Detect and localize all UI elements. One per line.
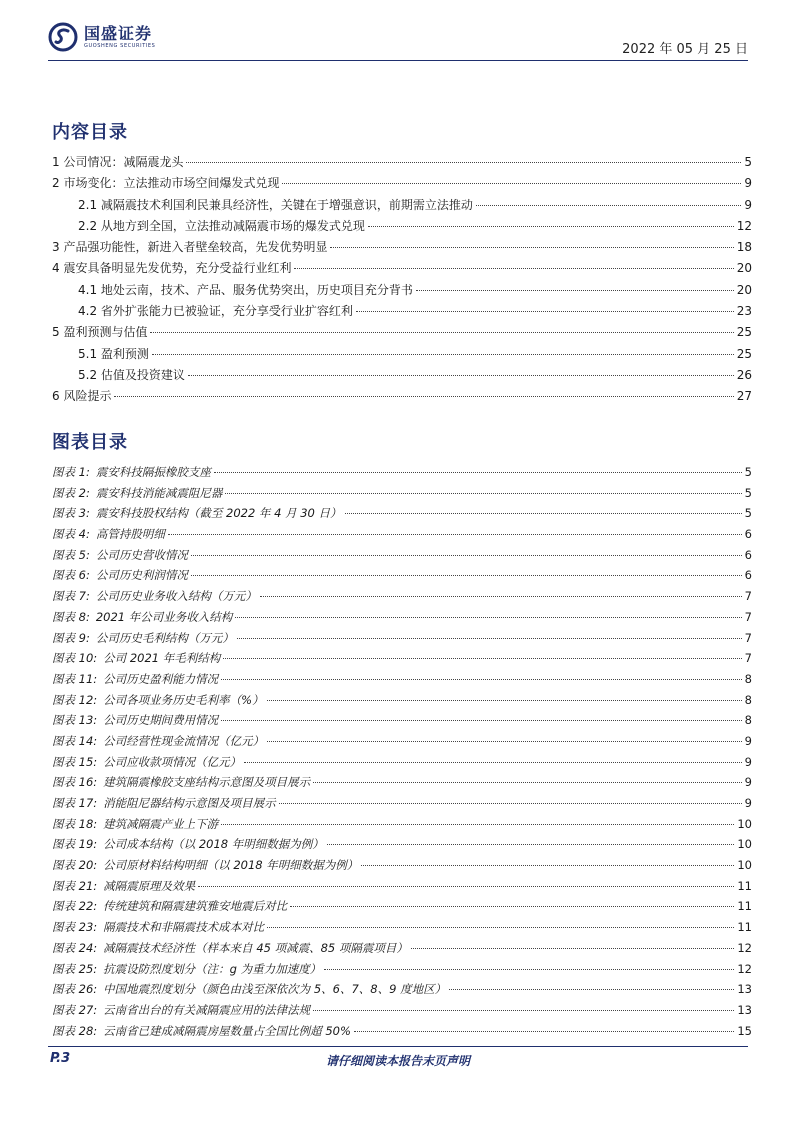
- figure-entry[interactable]: [52, 938, 752, 959]
- figure-label: 图表 26:: [52, 982, 98, 997]
- figure-entry[interactable]: [52, 1021, 752, 1042]
- figure-label: 图表 5:: [52, 547, 90, 562]
- toc-entry-text: 5.2 估值及投资建议: [78, 367, 185, 382]
- figure-title: 震安科技股权结构（截至 2022 年 4 月 30 日）: [95, 506, 342, 521]
- toc-entry[interactable]: [52, 173, 752, 194]
- figure-title: 建筑隔震橡胶支座结构示意图及项目展示: [103, 775, 311, 790]
- toc-entry-text: 2.1 减隔震技术利国利民兼具经济性，关键在于增强意识，前期需立法推动: [78, 197, 473, 212]
- figure-title: 2021 年公司业务收入结构: [95, 609, 233, 624]
- figure-title: 云南省出台的有关减隔震应用的法律法规: [103, 1002, 311, 1017]
- figure-page: 5: [744, 506, 752, 521]
- figure-label: 图表 23:: [52, 920, 98, 935]
- figure-page: 8: [744, 671, 752, 686]
- toc-entry-text: 2.2 从地方到全国，立法推动减隔震市场的爆发式兑现: [78, 218, 365, 233]
- toc-list: [52, 152, 752, 408]
- figure-label: 图表 9:: [52, 630, 90, 645]
- leader-dots: [290, 906, 734, 907]
- figure-page: 7: [744, 651, 752, 666]
- leader-dots: [449, 989, 734, 990]
- leader-dots: [313, 782, 742, 783]
- figure-title: 高管持股明细: [95, 527, 165, 542]
- figure-entry[interactable]: [52, 896, 752, 917]
- leader-dots: [327, 844, 735, 845]
- figure-page: 11: [737, 899, 752, 914]
- toc-entry-page: 5: [744, 155, 752, 169]
- figure-title: 公司历史利润情况: [95, 568, 188, 583]
- toc-entry-text: 4 震安具备明显先发优势，充分受益行业红利: [52, 261, 292, 276]
- figure-label: 图表 6:: [52, 568, 90, 583]
- toc-entry-page: 18: [736, 240, 752, 255]
- figure-title: 公司历史营收情况: [95, 547, 188, 562]
- leader-dots: [279, 803, 742, 804]
- figure-entry[interactable]: [52, 772, 752, 793]
- figure-label: 图表 2:: [52, 485, 90, 500]
- figures-title: 图表目录: [52, 432, 128, 453]
- figure-title: 公司成本结构（以 2018 年明细数据为例）: [103, 837, 324, 852]
- figure-entry[interactable]: [52, 462, 752, 483]
- figure-entry[interactable]: [52, 855, 752, 876]
- figure-entry[interactable]: [52, 752, 752, 773]
- leader-dots: [294, 268, 733, 269]
- toc-entry[interactable]: [52, 386, 752, 407]
- toc-entry-text: 3 产品强功能性，新进入者壁垒较高，先发优势明显: [52, 240, 328, 255]
- figure-title: 抗震设防烈度划分（注：g 为重力加速度）: [103, 961, 322, 976]
- figure-page: 7: [744, 630, 752, 645]
- figure-entry[interactable]: [52, 483, 752, 504]
- figure-label: 图表 15:: [52, 754, 98, 769]
- leader-dots: [186, 162, 741, 163]
- figure-page: 13: [737, 1002, 752, 1017]
- figure-page: 9: [744, 775, 752, 790]
- leader-dots: [191, 575, 742, 576]
- figure-label: 图表 13:: [52, 713, 98, 728]
- figure-page: 12: [737, 940, 752, 955]
- toc-entry[interactable]: [52, 152, 752, 173]
- leader-dots: [191, 555, 742, 556]
- toc-title: 内容目录: [52, 122, 128, 143]
- leader-dots: [361, 865, 734, 866]
- figure-entry[interactable]: [52, 524, 752, 545]
- leader-dots: [150, 332, 733, 333]
- toc-entry-page: 27: [736, 389, 752, 404]
- brand-logo-icon: [48, 22, 78, 52]
- figure-page: 15: [737, 1023, 752, 1038]
- toc-entry-text: 4.2 省外扩张能力已被验证，充分享受行业扩容红利: [78, 304, 353, 319]
- footer-disclaimer: 请仔细阅读本报告末页声明: [325, 1054, 470, 1068]
- figure-label: 图表 21:: [52, 878, 98, 893]
- figure-entry[interactable]: [52, 648, 752, 669]
- figure-entry[interactable]: [52, 834, 752, 855]
- figure-label: 图表 11:: [52, 671, 98, 686]
- brand-logo: [48, 22, 155, 52]
- figure-label: 图表 20:: [52, 858, 98, 873]
- toc-entry-page: 20: [736, 261, 752, 276]
- leader-dots: [244, 762, 742, 763]
- figure-label: 图表 19:: [52, 837, 98, 852]
- figure-page: 7: [744, 609, 752, 624]
- toc-entry-text: 4.1 地处云南，技术、产品、服务优势突出，历史项目充分背书: [78, 282, 413, 297]
- figure-label: 图表 17:: [52, 796, 98, 810]
- toc-entry-page: 23: [736, 304, 752, 319]
- figure-page: 6: [744, 547, 752, 562]
- toc-entry-page: 25: [736, 325, 752, 340]
- figure-page: 8: [744, 713, 752, 728]
- figure-entry[interactable]: [52, 1000, 752, 1021]
- figure-entry[interactable]: [52, 959, 752, 980]
- figure-page: 7: [744, 589, 752, 604]
- figure-page: 5: [744, 485, 752, 500]
- figure-title: 震安科技隔振橡胶支座: [95, 465, 211, 479]
- figure-label: 图表 24:: [52, 940, 98, 955]
- figure-label: 图表 3:: [52, 506, 90, 521]
- figure-label: 图表 1:: [52, 465, 90, 479]
- leader-dots: [235, 617, 741, 618]
- leader-dots: [267, 927, 734, 928]
- leader-dots: [114, 396, 733, 397]
- figure-entry[interactable]: [52, 503, 752, 524]
- leader-dots: [267, 741, 742, 742]
- toc-entry-text: 1 公司情况：减隔震龙头: [52, 155, 184, 169]
- toc-entry-text: 5 盈利预测与估值: [52, 325, 148, 340]
- toc-entry-page: 26: [736, 367, 752, 382]
- figure-entry[interactable]: [52, 565, 752, 586]
- page-header: [48, 22, 748, 61]
- toc-entry[interactable]: [52, 322, 752, 343]
- figure-title: 公司 2021 年毛利结构: [103, 651, 221, 666]
- figure-label: 图表 28:: [52, 1023, 98, 1038]
- leader-dots: [168, 534, 742, 535]
- figure-entry[interactable]: [52, 793, 752, 814]
- toc-entry[interactable]: [52, 344, 752, 365]
- figure-label: 图表 27:: [52, 1002, 98, 1017]
- toc-entry-page: 9: [744, 176, 752, 191]
- report-date: 2022 年 05 月 25 日: [622, 42, 748, 57]
- figure-page: 11: [737, 878, 752, 893]
- leader-dots: [188, 375, 734, 376]
- figure-entry[interactable]: [52, 545, 752, 566]
- figure-page: 9: [744, 796, 752, 810]
- figure-title: 公司历史业务收入结构（万元）: [95, 589, 257, 604]
- page-number: P.3: [50, 1051, 71, 1066]
- figure-entry[interactable]: [52, 628, 752, 649]
- leader-dots: [152, 354, 734, 355]
- brand-name-en: GUOSHENG SECURITIES: [84, 42, 156, 49]
- figure-page: 9: [744, 754, 752, 769]
- leader-dots: [476, 205, 741, 206]
- figure-title: 震安科技消能减震阻尼器: [95, 485, 223, 500]
- figure-title: 建筑减隔震产业上下游: [103, 816, 219, 831]
- figure-title: 公司历史盈利能力情况: [103, 671, 219, 686]
- figure-label: 图表 25:: [52, 961, 98, 976]
- leader-dots: [356, 311, 734, 312]
- leader-dots: [225, 493, 741, 494]
- figure-page: 10: [737, 816, 752, 831]
- leader-dots: [267, 700, 742, 701]
- leader-dots: [330, 247, 733, 248]
- leader-dots: [221, 679, 742, 680]
- leader-dots: [198, 886, 734, 887]
- leader-dots: [354, 1031, 734, 1032]
- figure-page: 11: [737, 920, 752, 935]
- toc-entry[interactable]: [52, 237, 752, 258]
- figure-page: 6: [744, 568, 752, 583]
- toc-entry-page: 9: [744, 197, 752, 212]
- figure-entry[interactable]: [52, 607, 752, 628]
- toc-entry-text: 6 风险提示: [52, 389, 112, 404]
- figure-label: 图表 10:: [52, 651, 98, 666]
- figure-title: 消能阻尼器结构示意图及项目展示: [103, 796, 276, 810]
- figure-page: 8: [744, 692, 752, 707]
- figure-page: 13: [737, 982, 752, 997]
- figure-title: 减隔震原理及效果: [103, 878, 196, 893]
- leader-dots: [223, 658, 741, 659]
- leader-dots: [221, 720, 742, 721]
- figure-entry[interactable]: [52, 979, 752, 1000]
- figure-entry[interactable]: [52, 710, 752, 731]
- figure-title: 公司经营性现金流情况（亿元）: [103, 733, 265, 748]
- leader-dots: [237, 638, 742, 639]
- figure-label: 图表 7:: [52, 589, 90, 604]
- toc-entry[interactable]: [52, 216, 752, 237]
- toc-entry[interactable]: [52, 365, 752, 386]
- leader-dots: [324, 969, 734, 970]
- figure-entry[interactable]: [52, 917, 752, 938]
- figure-title: 减隔震技术经济性（样本来自 45 项减震、85 项隔震项目）: [103, 940, 408, 955]
- figure-label: 图表 8:: [52, 609, 90, 624]
- figures-list: [52, 462, 752, 1041]
- toc-entry[interactable]: [52, 301, 752, 322]
- figure-page: 5: [744, 465, 752, 479]
- figure-title: 公司各项业务历史毛利率（%）: [103, 692, 264, 707]
- figure-entry[interactable]: [52, 731, 752, 752]
- figure-label: 图表 18:: [52, 816, 98, 831]
- figure-label: 图表 4:: [52, 527, 90, 542]
- leader-dots: [416, 290, 734, 291]
- leader-dots: [313, 1010, 734, 1011]
- leader-dots: [260, 596, 742, 597]
- figure-entry[interactable]: [52, 669, 752, 690]
- leader-dots: [345, 513, 742, 514]
- figure-title: 传统建筑和隔震建筑雅安地震后对比: [103, 899, 288, 914]
- page-footer: [48, 1046, 748, 1073]
- figure-page: 6: [744, 527, 752, 542]
- figure-title: 云南省已建成减隔震房屋数量占全国比例超 50%: [103, 1023, 351, 1038]
- figure-title: 公司历史期间费用情况: [103, 713, 219, 728]
- figure-title: 隔震技术和非隔震技术成本对比: [103, 920, 265, 935]
- toc-entry[interactable]: [52, 280, 752, 301]
- leader-dots: [214, 472, 742, 473]
- leader-dots: [368, 226, 734, 227]
- figure-label: 图表 22:: [52, 899, 98, 914]
- figure-page: 9: [744, 733, 752, 748]
- leader-dots: [411, 948, 734, 949]
- figure-page: 10: [737, 837, 752, 852]
- leader-dots: [221, 824, 734, 825]
- figure-title: 公司原材料结构明细（以 2018 年明细数据为例）: [103, 858, 359, 873]
- figure-title: 公司历史毛利结构（万元）: [95, 630, 234, 645]
- toc-entry-page: 12: [736, 218, 752, 233]
- toc-entry[interactable]: [52, 195, 752, 216]
- figure-label: 图表 12:: [52, 692, 98, 707]
- brand-name-cn: 国盛证券: [84, 23, 153, 43]
- figure-title: 中国地震烈度划分（颜色由浅至深依次为 5、6、7、8、9 度地区）: [103, 982, 447, 997]
- figure-entry[interactable]: [52, 690, 752, 711]
- toc-entry-text: 5.1 盈利预测: [78, 346, 149, 361]
- leader-dots: [282, 183, 741, 184]
- figure-entry[interactable]: [52, 586, 752, 607]
- figure-page: 12: [737, 961, 752, 976]
- figure-page: 10: [737, 858, 752, 873]
- figure-label: 图表 16:: [52, 775, 98, 790]
- toc-entry[interactable]: [52, 258, 752, 279]
- figure-entry[interactable]: [52, 876, 752, 897]
- figure-label: 图表 14:: [52, 733, 98, 748]
- toc-entry-page: 25: [736, 346, 752, 361]
- figure-title: 公司应收款项情况（亿元）: [103, 754, 242, 769]
- toc-entry-page: 20: [736, 282, 752, 297]
- figure-entry[interactable]: [52, 814, 752, 835]
- toc-entry-text: 2 市场变化：立法推动市场空间爆发式兑现: [52, 176, 280, 191]
